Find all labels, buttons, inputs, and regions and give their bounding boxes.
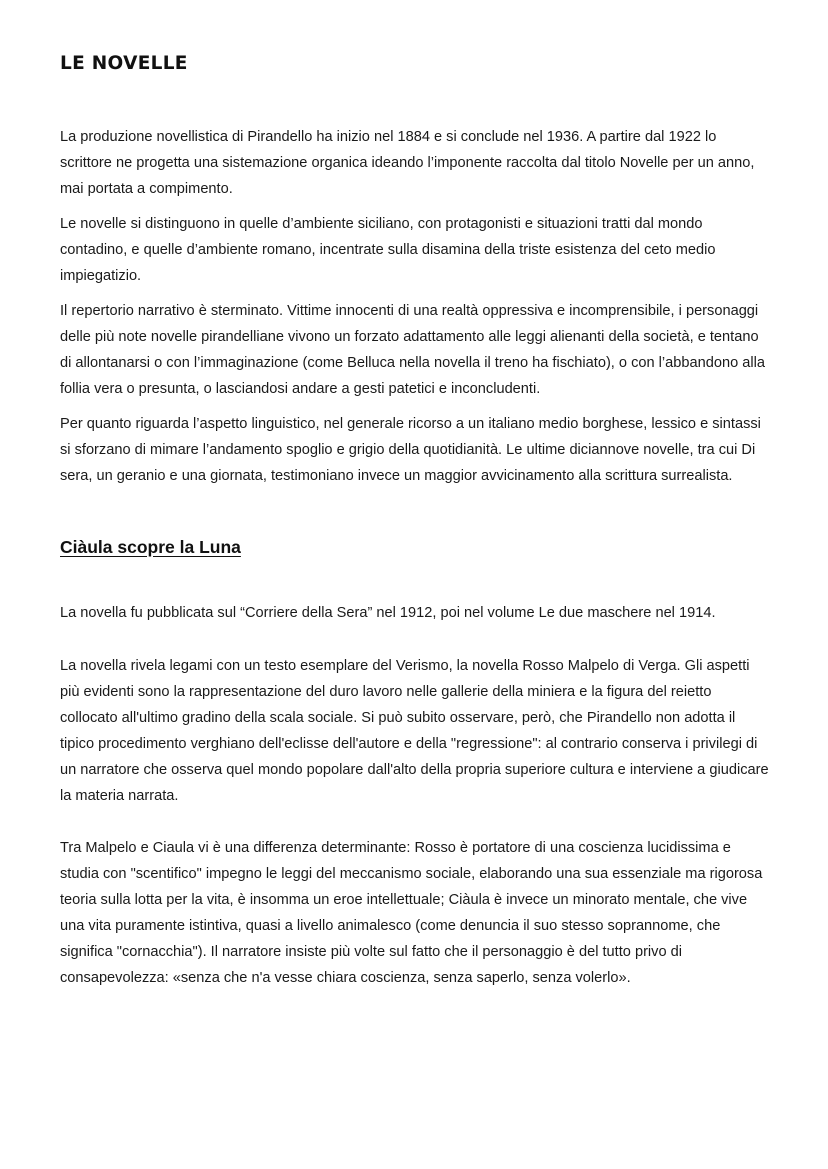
- section-title: Ciàula scopre la Luna: [60, 537, 241, 557]
- intro-paragraph-2: Le novelle si distinguono in quelle d’ambiente siciliano, con protagonisti e situazioni tratti dal mondo contadino, e quelle d’ambiente romano, incentrate sulla disamina della triste esistenza del ceto medio impiegatizio.: [60, 216, 716, 284]
- section-paragraph-1: La novella fu pubblicata sul “Corriere della Sera” nel 1912, poi nel volume Le due maschere nel 1914.: [60, 605, 716, 621]
- document-title: LE NOVELLE: [60, 53, 188, 74]
- intro-paragraph-1: La produzione novellistica di Pirandello ha inizio nel 1884 e si conclude nel 1936. A partire dal 1922 lo scrittore ne progetta una sistemazione organica ideando l’imponente raccolta dal titolo Novelle per un anno, mai portata a compimento.: [60, 129, 755, 197]
- document-page: [60, 50, 772, 991]
- intro-paragraph-3: Il repertorio narrativo è sterminato. Vittime innocenti di una realtà oppressiva e incomprensibile, i personaggi delle più note novelle pirandelliane vivono un forzato adattamento alle leggi alienanti della società, e tentano di allontanarsi o con l’immaginazione (come Belluca nella novella il treno ha fischiato), o con l’abbandono alla follia vera o presunta, o lasciandosi andare a gesti patetici e inconcludenti.: [60, 303, 765, 397]
- section-paragraph-2: La novella rivela legami con un testo esemplare del Verismo, la novella Rosso Malpelo di Verga. Gli aspetti più evidenti sono la rappresentazione del duro lavoro nelle gallerie della miniera e la figura del reietto collocato all'ultimo gradino della scala sociale. Si può subito osservare, però, che Pirandello non adotta il tipico procedimento verghiano dell'eclisse dell'autore e della "regressione": al contrario conserva i privilegi di un narratore che osserva quel mondo popolare dall'alto della propria superiore cultura e interviene a giudicare la materia narrata.: [60, 658, 769, 804]
- intro-paragraph-4: Per quanto riguarda l’aspetto linguistico, nel generale ricorso a un italiano medio borghese, lessico e sintassi si sforzano di mimare l’andamento spoglio e grigio della quotidianità. Le ultime diciannove novelle, tra cui Di sera, un geranio e una giornata, testimoniano invece un maggior avvicinamento alla scrittura surrealista.: [60, 416, 761, 484]
- section-paragraph-3: Tra Malpelo e Ciaula vi è una differenza determinante: Rosso è portatore di una coscienza lucidissima e studia con "scentifico" impegno le leggi del meccanismo sociale, elaborando una sua essenziale ma rigorosa teoria sulla lotta per la vita, è insomma un eroe intellettuale; Ciàula è invece un minorato mentale, che vive una vita puramente istintiva, quasi a livello animalesco (come denuncia il suo stesso soprannome, che significa "cornacchia"). Il narratore insiste più volte sul fatto che il personaggio è del tutto privo di consapevolezza: «senza che n'a vesse chiara coscienza, senza saperlo, senza volerlo».: [60, 840, 763, 986]
